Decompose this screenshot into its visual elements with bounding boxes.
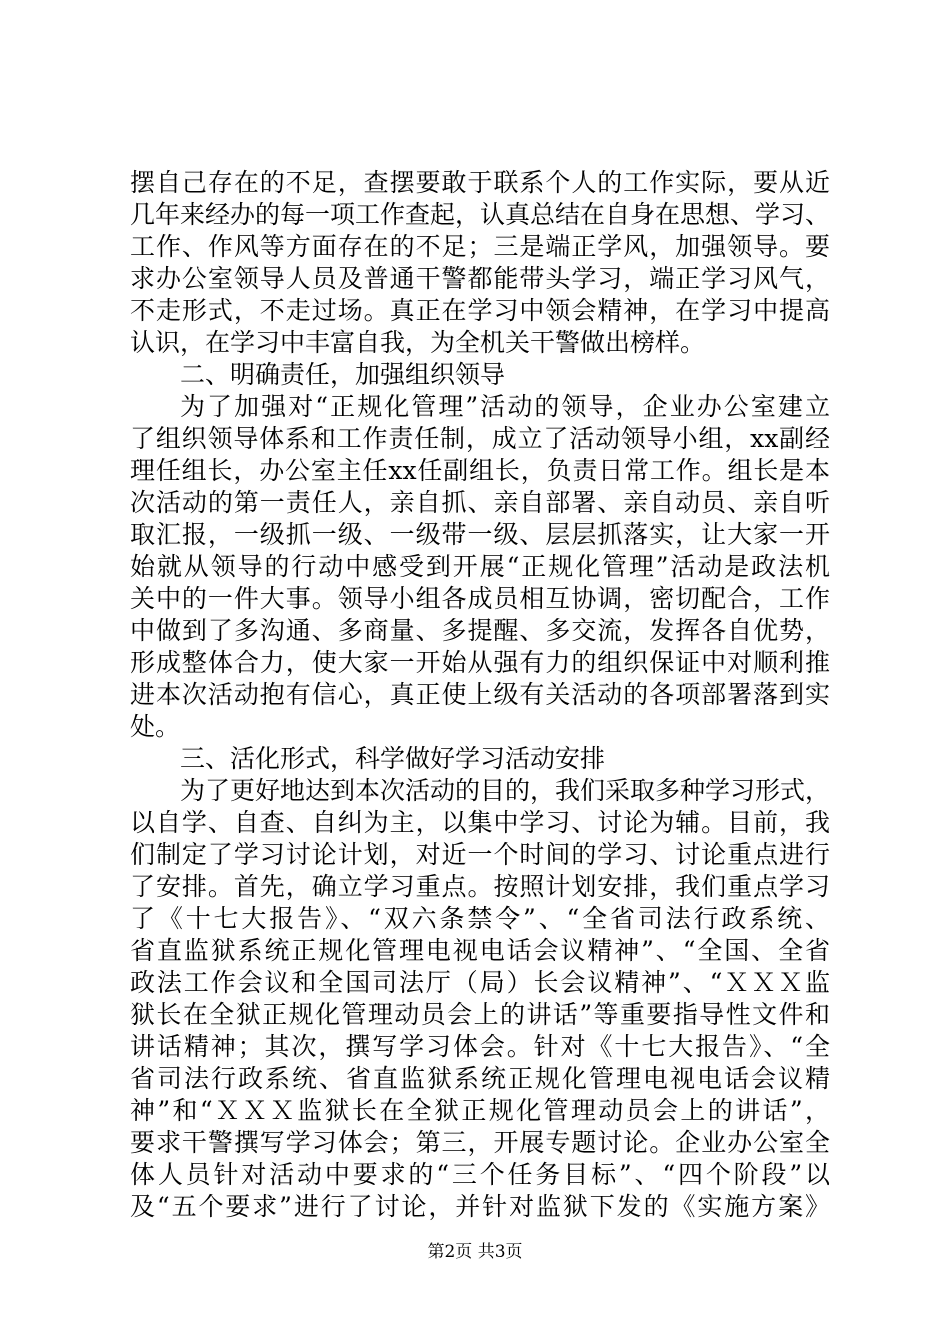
text-line: 狱长在全狱正规化管理动员会上的讲话”等重要指导性文件和	[130, 1000, 830, 1029]
page-number-label: 第2页 共3页	[427, 1242, 523, 1262]
text-line: 几年来经办的每一项工作查起，认真总结在自身在思想、学习、	[130, 200, 830, 229]
text-line: 讲话精神；其次，撰写学习体会。针对《十七大报告》、“全	[130, 1032, 830, 1061]
text-line: 体人员针对活动中要求的“三个任务目标”、“四个阶段”以	[130, 1160, 830, 1189]
text-line: 了安排。首先，确立学习重点。按照计划安排，我们重点学习	[130, 872, 830, 901]
text-line: 了《十七大报告》、“双六条禁令”、“全省司法行政系统、	[130, 904, 830, 933]
text-line: 以自学、自查、自纠为主，以集中学习、讨论为辅。目前，我	[130, 808, 830, 837]
text-line: 们制定了学习讨论计划，对近一个时间的学习、讨论重点进行	[130, 840, 830, 869]
text-line: 形成整体合力，使大家一开始从强有力的组织保证中对顺利推	[130, 648, 830, 677]
text-line: 省直监狱系统正规化管理电视电话会议精神”、“全国、全省	[130, 936, 830, 965]
text-line: 始就从领导的行动中感受到开展“正规化管理”活动是政法机	[130, 552, 830, 581]
text-line: 取汇报，一级抓一级、一级带一级、层层抓落实，让大家一开	[130, 520, 830, 549]
text-line: 为了更好地达到本次活动的目的，我们采取多种学习形式，	[180, 776, 830, 805]
text-line: 中做到了多沟通、多商量、多提醒、多交流，发挥各自优势，	[130, 616, 830, 645]
text-line: 关中的一件大事。领导小组各成员相互协调，密切配合，工作	[130, 584, 830, 613]
text-line: 工作、作风等方面存在的不足；三是端正学风，加强领导。要	[130, 232, 830, 261]
text-line: 要求干警撰写学习体会；第三，开展专题讨论。企业办公室全	[130, 1128, 830, 1157]
text-line: 神”和“ＸＸＸ监狱长在全狱正规化管理动员会上的讲话”，	[130, 1096, 830, 1125]
text-line: 理任组长，办公室主任xx任副组长，负责日常工作。组长是本	[130, 456, 830, 485]
document-body	[130, 167, 830, 1223]
text-line: 求办公室领导人员及普通干警都能带头学习，端正学习风气，	[130, 264, 830, 293]
text-line: 处。	[130, 712, 181, 741]
text-line: 进本次活动抱有信心，真正使上级有关活动的各项部署落到实	[130, 680, 830, 709]
text-line: 次活动的第一责任人，亲自抓、亲自部署、亲自动员、亲自听	[130, 488, 830, 517]
text-line: 认识，在学习中丰富自我，为全机关干警做出榜样。	[130, 328, 706, 357]
page-footer	[0, 1240, 950, 1264]
text-line: 摆自己存在的不足，查摆要敢于联系个人的工作实际，要从近	[130, 168, 830, 197]
text-line: 政法工作会议和全国司法厅（局）长会议精神”、“ＸＸＸ监	[130, 968, 830, 997]
section-heading: 三、活化形式，科学做好学习活动安排	[180, 744, 606, 773]
text-line: 不走形式，不走过场。真正在学习中领会精神，在学习中提高	[130, 296, 830, 325]
text-line: 及“五个要求”进行了讨论，并针对监狱下发的《实施方案》	[130, 1192, 830, 1221]
text-line: 为了加强对“正规化管理”活动的领导，企业办公室建立	[180, 392, 830, 421]
section-heading: 二、明确责任，加强组织领导	[180, 360, 506, 389]
text-line: 了组织领导体系和工作责任制，成立了活动领导小组，xx副经	[130, 424, 830, 453]
text-line: 省司法行政系统、省直监狱系统正规化管理电视电话会议精	[130, 1064, 830, 1093]
